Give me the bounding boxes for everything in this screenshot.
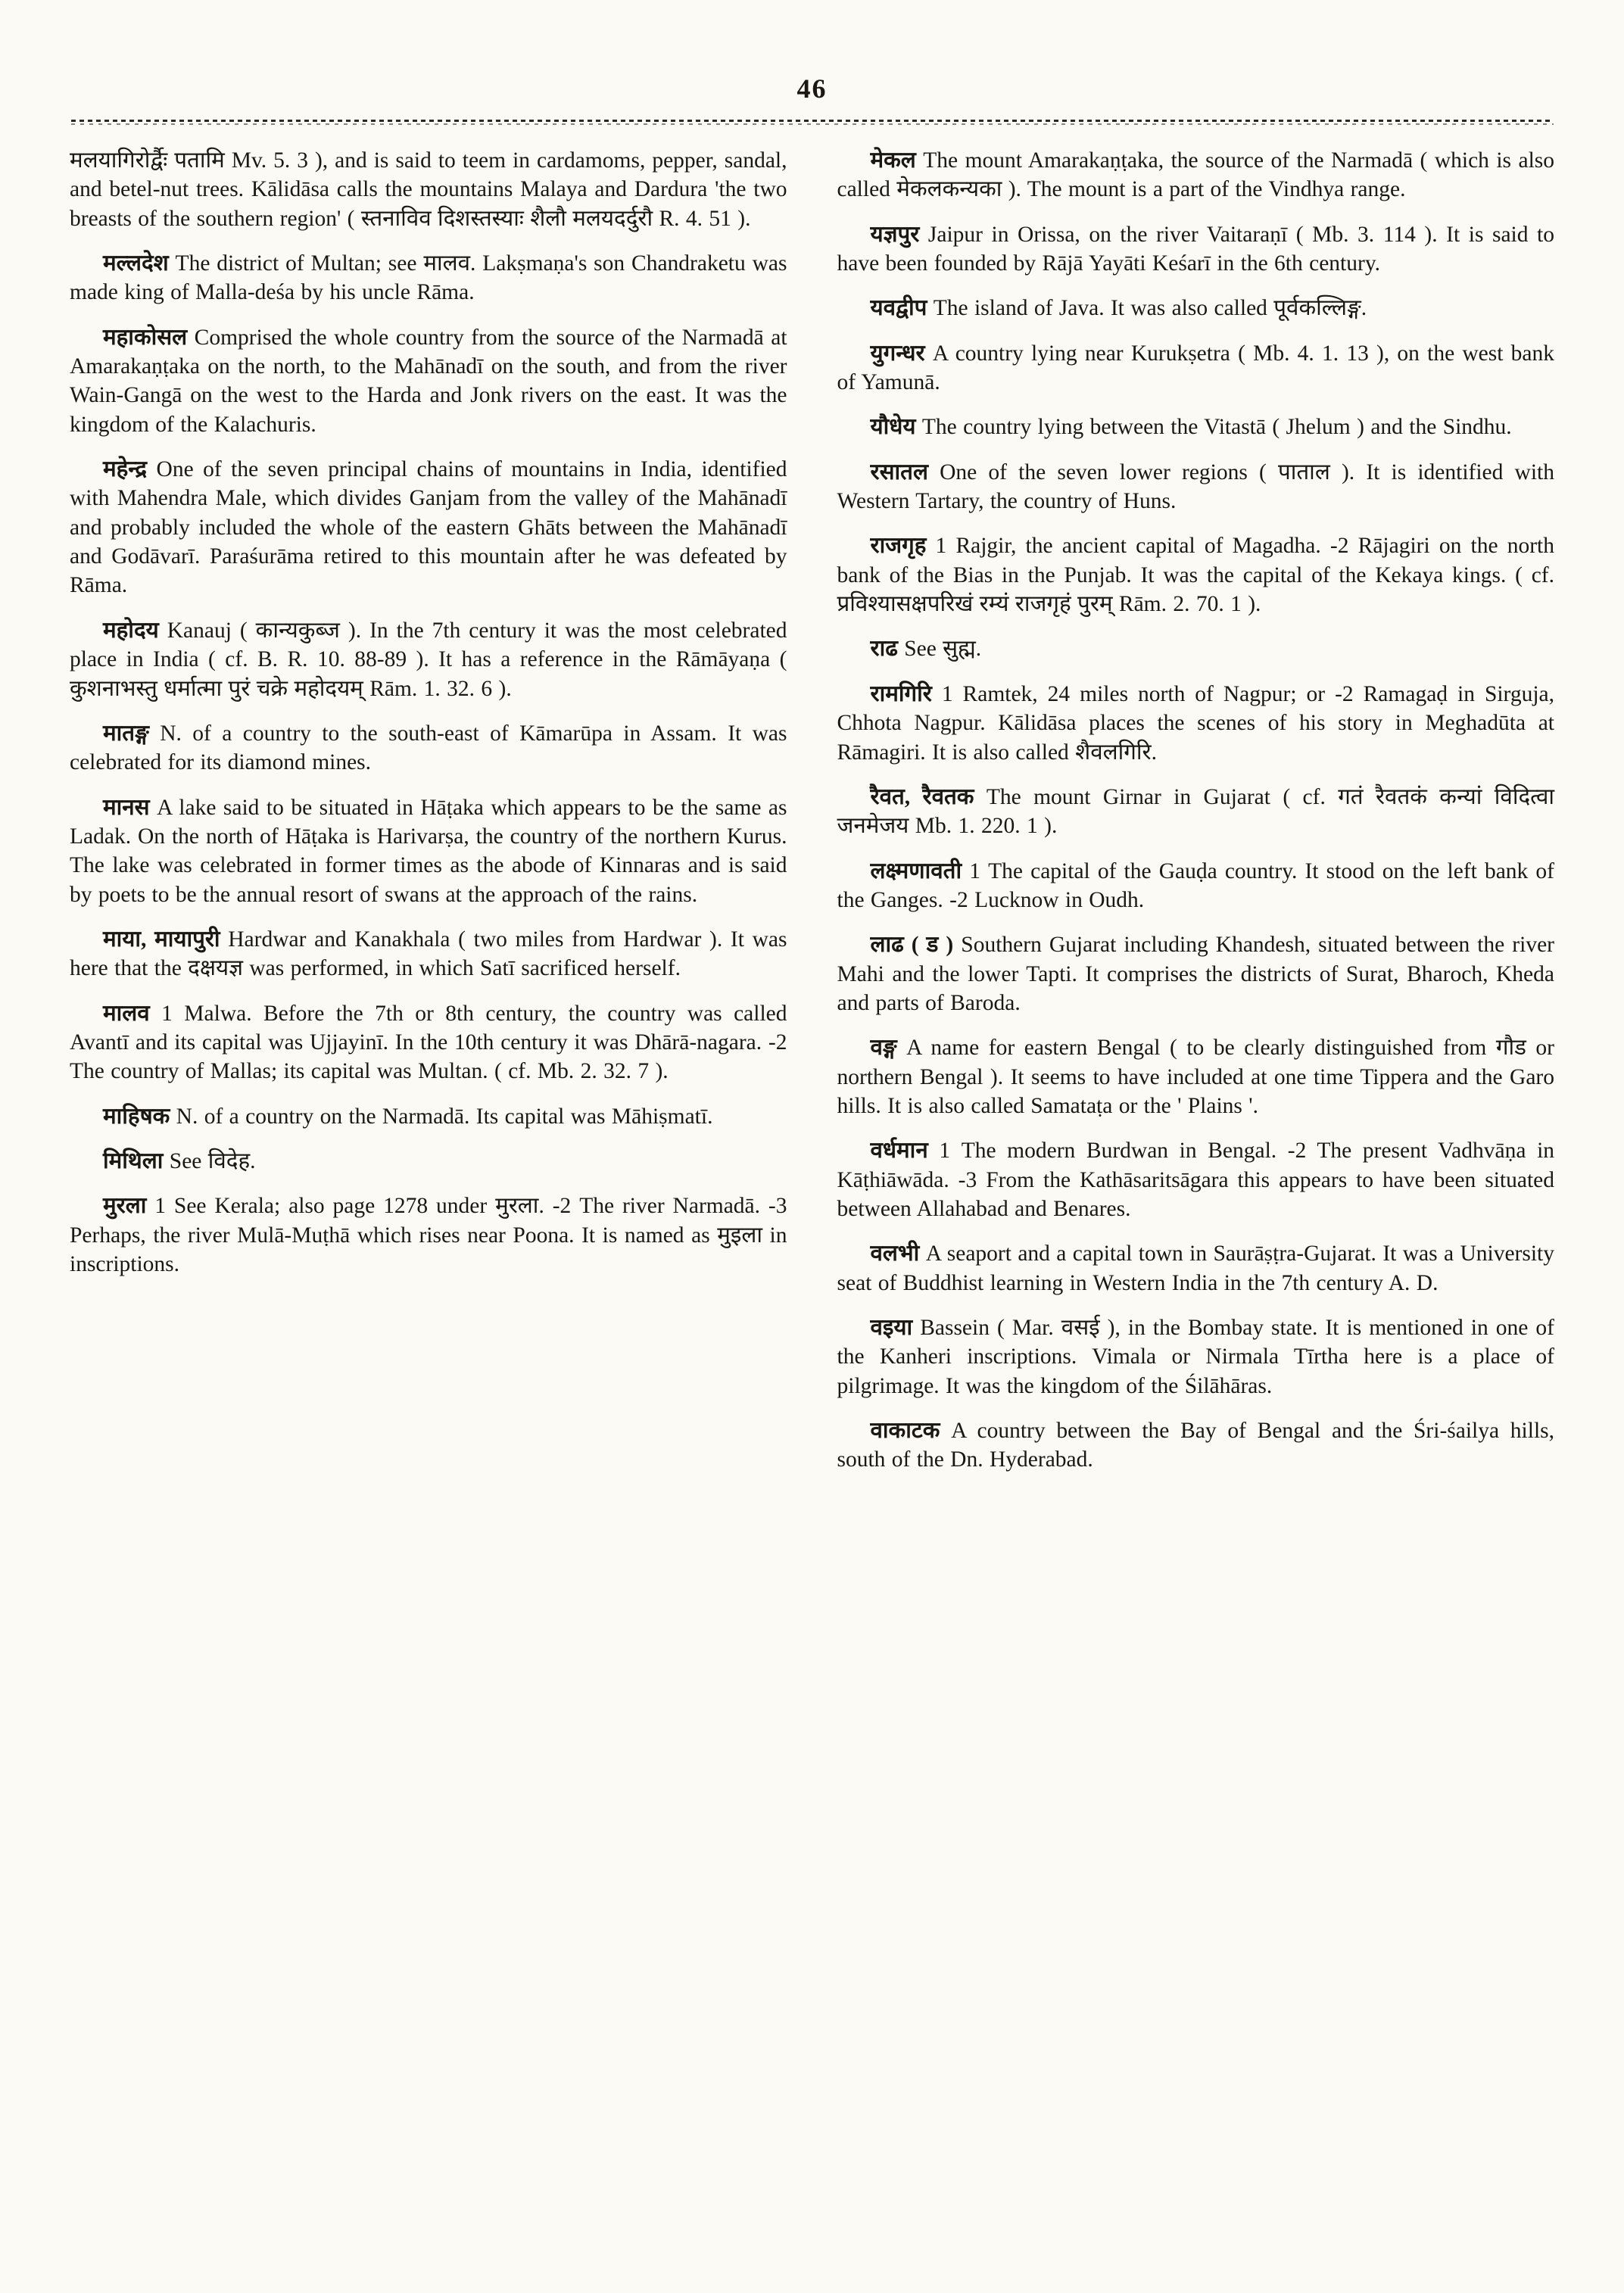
dictionary-entry [70,999,787,1086]
entry-headword: मातङ्ग [103,721,149,746]
entry-body: A country lying near Kurukṣetra ( Mb. 4. 1. 13 ), on the west bank of Yamunā. [837,341,1554,395]
entry-headword: यज्ञपुर [870,222,920,247]
entry-headword: यवद्वीप [870,296,927,321]
dictionary-entry [837,930,1555,1017]
dictionary-entry [70,1102,787,1131]
entry-body: A country between the Bay of Bengal and the Śri-śailya hills, south of the Dn. Hyderabad. [837,1419,1555,1472]
entry-headword: वर्धमान [870,1139,928,1164]
dictionary-entry [70,616,787,703]
entry-body: One of the seven lower regions ( पाताल ). It is identified with Western Tartary, the country of Huns. [837,460,1554,514]
entry-headword: राढ [870,637,898,662]
entry-headword: वाकाटक [870,1419,940,1444]
dictionary-entry [837,458,1555,516]
entry-body: 1 Malwa. Before the 7th or 8th century, the country was called Avantī and its capital was Ujjayinī. In the 10th century it was Dhārā-nagara. -2 The country of Mallas; its capital was Multan. ( cf. Mb. 2. 32. 7 ). [70,1001,787,1084]
entry-body: The island of Java. It was also called पूर्वकल्लिङ्ग. [933,296,1367,321]
entry-headword: मालव [103,1001,150,1026]
entry-headword: वइया [870,1316,913,1340]
entry-headword: वलभी [870,1242,920,1266]
entry-body: Kanauj ( कान्यकुब्ज ). In the 7th century it was the most celebrated place in India ( cf. B. R. 10. 88-89 ). It has a reference in the Rāmāyaṇa ( कुशनाभस्तु धर्मात्मा पुरं चक्रे महोदयम् Rām. 1. 32. 6 ). [70,618,787,701]
entry-body: Jaipur in Orissa, on the river Vaitaraṇī ( Mb. 3. 114 ). It is said to have been founded by Rājā Yayāti Keśarī in the 6th century. [837,222,1554,276]
entry-headword: युगन्धर [870,341,925,366]
entry-body: 1 The modern Burdwan in Bengal. -2 The present Vadhvāṇa in Kāṭhiāwāda. -3 From the Kathāsaritsāgara this appears to have been situated between Allahabad and Benares. [837,1139,1555,1221]
entry-body: The country lying between the Vitastā ( Jhelum ) and the Sindhu. [921,415,1512,440]
dictionary-entry [70,455,787,600]
entry-headword: लक्ष्मणावती [870,858,962,883]
entry-body: 1 Rajgir, the ancient capital of Magadha. -2 Rājagiri on the north bank of the Bias in the Punjab. It was the capital of the Kekaya kings. ( cf. प्रविश्यासक्षपरिखं रम्यं राजगृहं पुरम् Rām. 2. 70. 1 ). [837,534,1554,617]
entry-headword: मेकल [870,148,916,173]
dictionary-entry [70,1147,787,1176]
entry-body: See सुह्म. [904,637,982,662]
dictionary-entry [837,1239,1555,1298]
entry-headword: मुरला [103,1194,147,1219]
entry-body: 1 Ramtek, 24 miles north of Nagpur; or -2 Ramagaḍ in Sirguja, Chhota Nagpur. Kālidāsa places the scenes of his story in Meghadūta at Rāmagiri. It is also called शैवलगिरि. [837,681,1555,765]
page-number: 46 [796,73,828,104]
entry-headword: माहिषक [103,1104,170,1129]
entry-headword: मानस [103,795,150,820]
dictionary-entry [70,1192,787,1279]
dictionary-entry [70,146,787,233]
entry-body: N. of a country on the Narmadā. Its capital was Māhiṣmatī. [176,1104,713,1129]
entry-body: Bassein ( Mar. वसई ), in the Bombay state. It is mentioned in one of the Kanheri inscriptions. Vimala or Nirmala Tīrtha here is a place of pilgrimage. It was the kingdom of the Śilāhāras. [837,1316,1554,1398]
entry-headword: माया, मायापुरी [103,927,220,952]
dictionary-entry [837,413,1555,441]
dictionary-entry [837,1033,1555,1120]
dictionary-entry [837,634,1555,663]
entry-body: Southern Gujarat including Khandesh, situated between the river Mahi and the lower Tapti. It comprises the districts of Surat, Bharoch, Kheda and parts of Baroda. [837,933,1554,1015]
entry-headword: लाढ ( ड ) [870,933,954,958]
entry-body: See विदेह. [169,1148,256,1173]
entry-headword: महोदय [103,618,159,643]
dictionary-entry [837,1313,1555,1400]
entry-headword: यौधेय [870,415,916,440]
dictionary-entry [837,146,1555,204]
dictionary-entry [70,719,787,777]
dictionary-entry [837,1416,1555,1475]
dictionary-entry [70,925,787,983]
dictionary-entry [70,793,787,909]
entry-body: 1 See Kerala; also page 1278 under मुरला. -2 The river Narmadā. -3 Perhaps, the river Mulā-Muṭhā which rises near Poona. It is named as मुइला in inscriptions. [70,1194,787,1276]
entry-headword: रामगिरि [870,681,932,706]
entry-body: One of the seven principal chains of mountains in India, identified with Mahendra Male, which divides Ganjam from the valley of the Mahānadī and probably included the whole of the eastern Ghāts between the Mahānadī and Godāvarī. Paraśurāma retired to this mountain after he was defeated by Rāma. [70,457,787,598]
dictionary-entry [837,531,1555,618]
entry-body: A lake said to be situated in Hāṭaka which appears to be the same as Ladak. On the north of Hāṭaka is Harivarṣa, the country of the northern Kurus. The lake was celebrated in former times as the abode of Kinnaras and is said by poets to be the annual resort of swans at the approach of the rains. [70,795,787,907]
header-rule [71,120,1554,125]
entry-headword: मल्लदेश [103,251,169,276]
entry-headword: राजगृह [870,534,927,559]
entry-headword: वङ्ग [870,1036,897,1061]
dictionary-entry [70,323,787,439]
entry-body: The mount Amarakaṇṭaka, the source of the Narmadā ( which is also called मेकलकन्यका ). The mount is a part of the Vindhya range. [837,148,1555,202]
entry-body: Comprised the whole country from the source of the Narmadā at Amarakaṇṭaka on the north, to the Mahānadī on the south, and from the river Wain-Gangā on the west to the Harda and Jonk rivers on the east. It was the kingdom of the Kalachuris. [70,325,787,437]
entry-body: The district of Multan; see मालव. Lakṣmaṇa's son Chandraketu was made king of Malla-deśa by his uncle Rāma. [70,251,787,305]
right-column [837,146,1555,1491]
entry-body: The mount Girnar in Gujarat ( cf. गतं रैवतकं कन्यां विदित्वा जनमेजय Mb. 1. 220. 1 ). [837,784,1554,839]
entry-headword: रैवत, रैवतक [870,784,974,809]
dictionary-entry [837,857,1555,915]
dictionary-entry [70,249,787,307]
dictionary-entry [837,1136,1555,1223]
entry-body: मलयागिरोर्द्वैः पतामि Mv. 5. 3 ), and is said to teem in cardamoms, pepper, sandal, and betel-nut trees. Kālidāsa calls the mountains Malaya and Dardura 'the two breasts of the southern region' ( स्तनाविव दिशस्तस्याः शैलौ मलयदर्दुरौ R. 4. 51 ). [70,148,787,231]
entry-headword: मिथिला [103,1148,164,1173]
dictionary-entry [837,680,1555,767]
dictionary-entry [837,783,1555,841]
entry-body: N. of a country to the south-east of Kāmarūpa in Assam. It was celebrated for its diamond mines. [70,721,787,775]
entry-headword: महाकोसल [103,325,188,350]
entry-body: Hardwar and Kanakhala ( two miles from Hardwar ). It was here that the दक्षयज्ञ was performed, in which Satī sacrificed herself. [70,927,787,981]
dictionary-entry [837,220,1555,279]
entry-body: 1 The capital of the Gauḍa country. It stood on the left bank of the Ganges. -2 Lucknow in Oudh. [837,858,1555,912]
dictionary-entry [837,294,1555,322]
text-columns [0,125,1624,1491]
entry-body: A seaport and a capital town in Saurāṣṭra-Gujarat. It was a University seat of Buddhist learning in Western India in the 7th century A. D. [837,1242,1555,1295]
entry-body: A name for eastern Bengal ( to be clearly distinguished from गौड or northern Bengal ). It seems to have included at one time Tippera and the Garo hills. It is also called Samataṭa or the ' Plains '. [837,1036,1554,1118]
entry-headword: महेन्द्र [103,457,148,482]
dictionary-entry [837,339,1555,397]
entry-headword: रसातल [870,460,928,484]
left-column [70,146,787,1491]
